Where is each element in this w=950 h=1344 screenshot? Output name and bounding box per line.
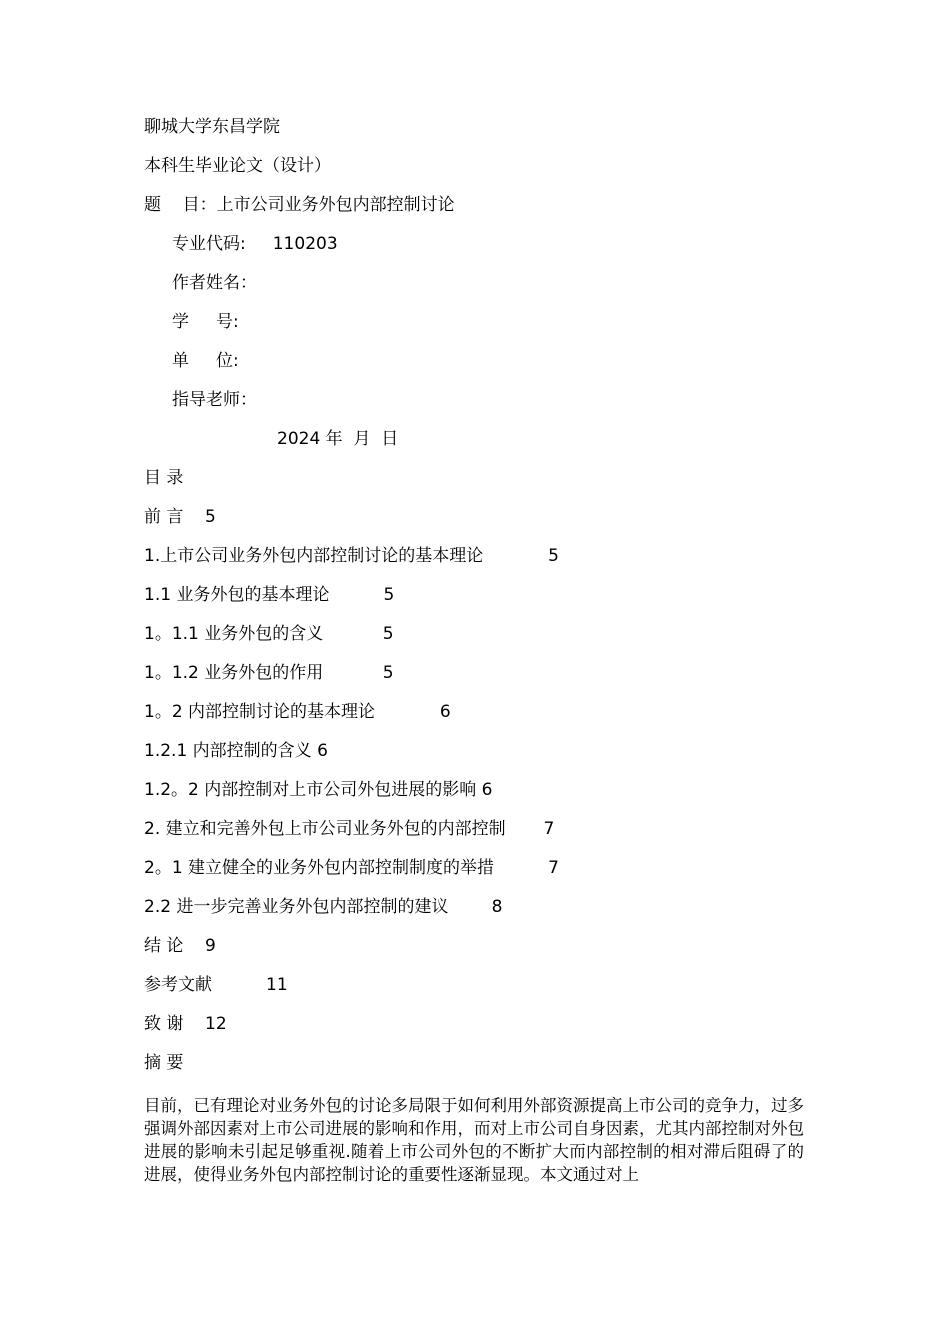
thesis-type: 本科生毕业论文（设计） <box>144 156 331 176</box>
major-code: 专业代码: 110203 <box>172 234 338 254</box>
toc-item: 1。1.2 业务外包的作用 5 <box>144 663 394 683</box>
toc-item: 1。1.1 业务外包的含义 5 <box>144 624 394 644</box>
toc-item: 结 论 9 <box>144 936 216 956</box>
toc-heading: 目 录 <box>144 468 184 488</box>
unit: 单 位: <box>172 351 239 371</box>
toc-item: 致 谢 12 <box>144 1014 227 1034</box>
toc-item: 2. 建立和完善外包上市公司业务外包的内部控制 7 <box>144 819 555 839</box>
student-id: 学 号: <box>172 312 239 332</box>
toc-item: 2.2 进一步完善业务外包内部控制的建议 8 <box>144 897 503 917</box>
toc-item: 1.2.1 内部控制的含义 6 <box>144 741 328 761</box>
advisor: 指导老师： <box>172 390 257 410</box>
abstract-text: 目前，已有理论对业务外包的讨论多局限于如何利用外部资源提高上市公司的竞争力，过多强调外部因素对上市公司进展的影响和作用，而对上市公司自身因素，尤其内部控制对外包进展的影响未引起足够重视.随着上市公司外包的不断扩大而内部控制的相对滞后阻碍了的进展，使得业务外包内部控制讨论的重要性逐渐显现。本文通过对上 <box>144 1096 804 1184</box>
toc-item: 1.1 业务外包的基本理论 5 <box>144 585 395 605</box>
toc-item: 1.2。2 内部控制对上市公司外包进展的影响 6 <box>144 780 493 800</box>
toc-item: 2。1 建立健全的业务外包内部控制制度的举措 7 <box>144 858 559 878</box>
toc-item: 1。2 内部控制讨论的基本理论 6 <box>144 702 451 722</box>
toc-item: 1.上市公司业务外包内部控制讨论的基本理论 5 <box>144 546 559 566</box>
author-name: 作者姓名： <box>172 273 257 293</box>
cover-date: 2024 年 月 日 <box>277 429 399 449</box>
toc-item: 前 言 5 <box>144 507 216 527</box>
school-name: 聊城大学东昌学院 <box>144 117 280 137</box>
abstract-heading: 摘 要 <box>144 1053 184 1073</box>
thesis-title: 题 目：上市公司业务外包内部控制讨论 <box>144 195 455 215</box>
toc-item: 参考文献 11 <box>144 975 288 995</box>
